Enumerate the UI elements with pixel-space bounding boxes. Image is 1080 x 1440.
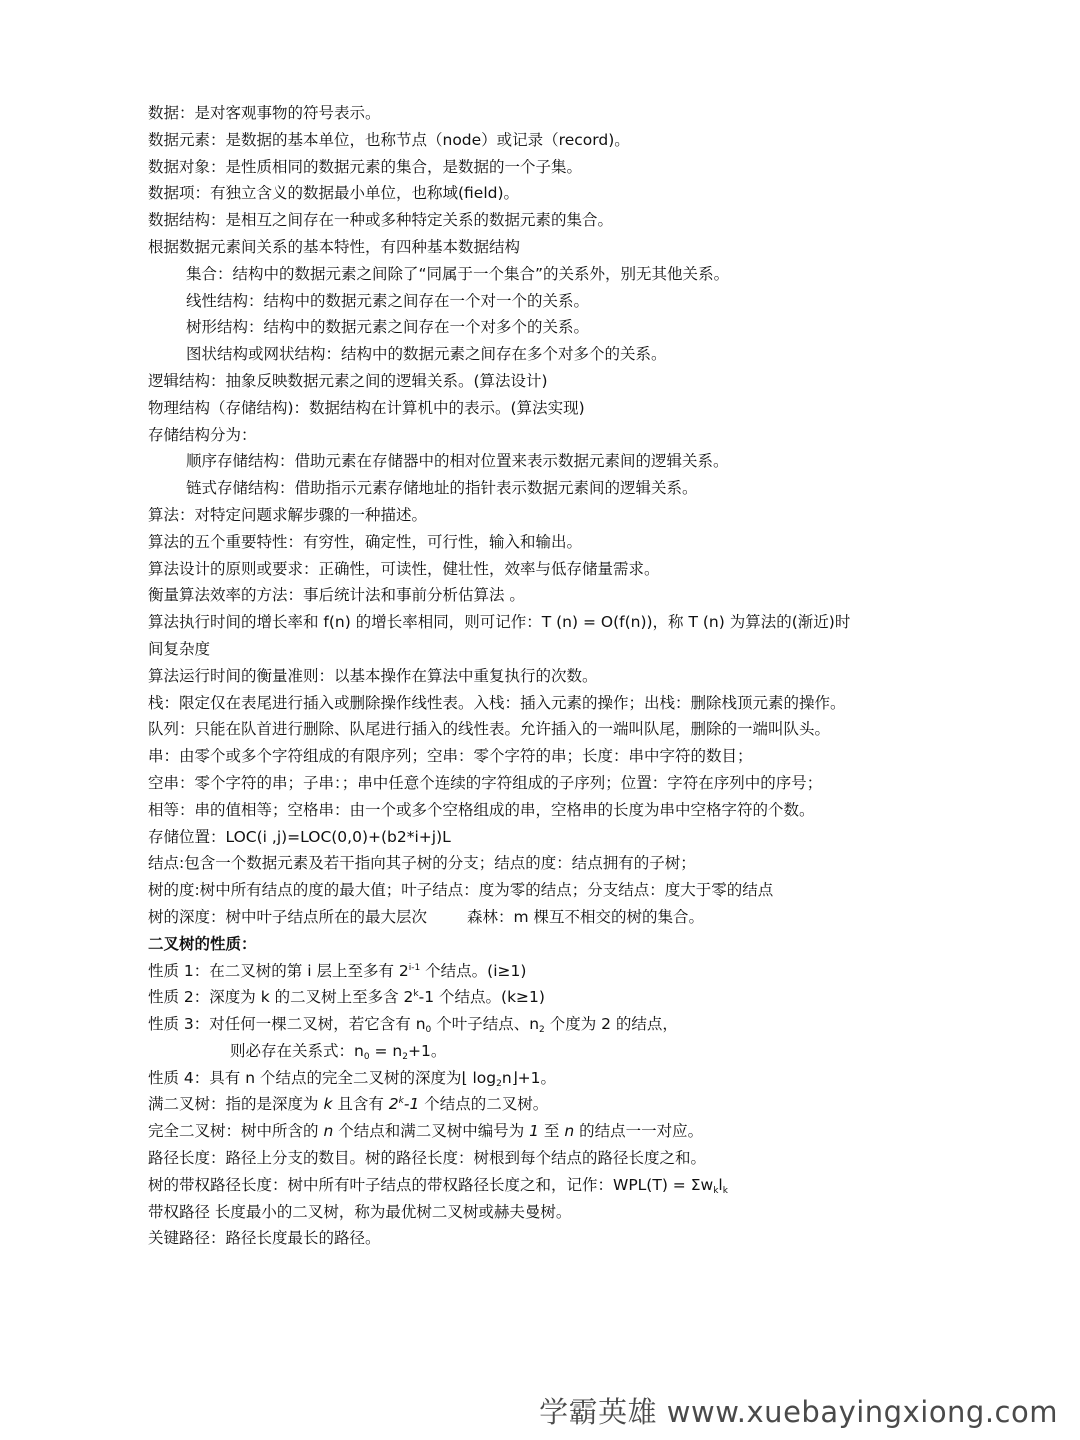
text-line: 路径长度：路径上分支的数目。树的路径长度：树根到每个结点的路径长度之和。	[148, 1149, 707, 1168]
document-body	[148, 100, 948, 1252]
text-line: 数据项：有独立含义的数据最小单位，也称域(field)。	[148, 184, 520, 203]
math-variable: n	[323, 1122, 334, 1141]
text-line: 衡量算法效率的方法：事后统计法和事前分析估算法 。	[148, 586, 525, 605]
text-segment: 性质 1：在二叉树的第 i 层上至多有 2	[148, 961, 409, 980]
text-line: 栈：限定仅在表尾进行插入或删除操作线性表。入栈：插入元素的操作；出栈：删除栈顶元素的操作。	[148, 693, 846, 712]
text-line: 算法执行时间的增长率和 f(n) 的增长率相同，则可记作：T (n) = O(f(n))，称 T (n) 为算法的(渐近)时	[148, 613, 851, 632]
math-variable: 1	[529, 1122, 539, 1141]
text-line: 集合：结构中的数据元素之间除了“同属于一个集合”的关系外，别无其他关系。	[186, 264, 730, 283]
text-line: 算法设计的原则或要求：正确性，可读性，健壮性，效率与低存储量需求。	[148, 559, 660, 578]
superscript: k	[398, 1096, 404, 1107]
text-line: 图状结构或网状结构：结构中的数据元素之间存在多个对多个的关系。	[186, 345, 667, 364]
text-line: 数据：是对客观事物的符号表示。	[148, 104, 381, 122]
text-line: 相等：串的值相等；空格串：由一个或多个空格组成的串，空格串的长度为串中空格字符的个数。	[148, 800, 815, 819]
text-segment: 森林：m 棵互不相交的树的集合。	[467, 907, 705, 926]
math-variable: 2	[388, 1095, 399, 1114]
text-line: 算法运行时间的衡量准则：以基本操作在算法中重复执行的次数。	[148, 666, 598, 685]
text-line: 存储位置：LOC(i ,j)=LOC(0,0)+(b2*i+j)L	[148, 827, 451, 846]
section-heading: 二叉树的性质：	[148, 934, 257, 953]
text-line	[148, 1118, 948, 1145]
text-segment: -1 个结点。(k≥1)	[418, 988, 545, 1007]
text-segment: n⌋+1。	[501, 1068, 557, 1087]
text-segment: 树的深度：树中叶子结点所在的最大层次	[148, 907, 428, 926]
text-line: 链式存储结构：借助指示元素存储地址的指针表示数据元素间的逻辑关系。	[186, 479, 698, 498]
text-segment: 的结点一一对应。	[574, 1122, 704, 1141]
text-segment: 则必存在关系式：n	[230, 1041, 364, 1060]
text-line: 顺序存储结构：借助元素在存储器中的相对位置来表示数据元素间的逻辑关系。	[186, 452, 729, 471]
text-segment: 个度为 2 的结点，	[544, 1015, 678, 1034]
subscript: 2	[539, 1025, 545, 1036]
text-line	[148, 1011, 948, 1038]
text-segment: 完全二叉树：树中所含的	[148, 1122, 324, 1141]
superscript: k	[413, 989, 419, 1000]
superscript: i-1	[408, 962, 421, 973]
text-segment: 且含有	[332, 1095, 389, 1114]
text-segment: l	[718, 1175, 723, 1194]
text-line: 线性结构：结构中的数据元素之间存在一个对一个的关系。	[186, 291, 590, 310]
text-line: 算法：对特定问题求解步骤的一种描述。	[148, 505, 428, 524]
subscript: 2	[402, 1051, 408, 1062]
text-line: 数据结构：是相互之间存在一种或多种特定关系的数据元素的集合。	[148, 211, 614, 230]
text-line: 算法的五个重要特性：有穷性，确定性，可行性，输入和输出。	[148, 532, 583, 551]
text-line: 结点:包含一个数据元素及若干指向其子树的分支；结点的度：结点拥有的子树；	[148, 854, 696, 873]
text-line: 关键路径：路径长度最长的路径。	[148, 1229, 381, 1248]
text-line: 物理结构（存储结构)：数据结构在计算机中的表示。(算法实现)	[148, 398, 585, 417]
text-segment: 性质 2：深度为 k 的二叉树上至多含 2	[148, 988, 414, 1007]
text-line: 逻辑结构：抽象反映数据元素之间的逻辑关系。(算法设计)	[148, 371, 548, 390]
text-segment: 满二叉树：指的是深度为	[148, 1095, 324, 1114]
text-line: 根据数据元素间关系的基本特性，有四种基本数据结构	[148, 237, 521, 256]
text-segment: 树的带权路径长度：树中所有叶子结点的带权路径长度之和，记作：WPL(T) = Σw	[148, 1175, 714, 1194]
math-variable: -1	[403, 1095, 420, 1114]
text-line: 空串：零个字符的串；子串：；串中任意个连续的字符组成的子序列；位置：字符在序列中的序号；	[148, 773, 823, 792]
text-line	[148, 1091, 948, 1118]
text-segment: 个结点和满二叉树中编号为	[333, 1122, 530, 1141]
subscript: 0	[425, 1025, 432, 1036]
text-line: 队列：只能在队首进行删除、队尾进行插入的线性表。允许插入的一端叫队尾，删除的一端叫队头。	[148, 720, 831, 739]
text-line: 带权路径 长度最小的二叉树，称为最优树二叉树或赫夫曼树。	[148, 1202, 572, 1221]
text-line: 数据对象：是性质相同的数据元素的集合，是数据的一个子集。	[148, 157, 583, 176]
text-segment: +1。	[407, 1041, 447, 1060]
text-segment: 个叶子结点、n	[431, 1015, 540, 1034]
text-line	[148, 1038, 948, 1065]
text-line: 数据元素：是数据的基本单位，也称节点（node）或记录（record)。	[148, 130, 630, 149]
text-line: 串：由零个或多个字符组成的有限序列；空串：零个字符的串；长度：串中字符的数目；	[148, 747, 753, 766]
subscript: 2	[496, 1078, 502, 1089]
subscript: 0	[363, 1051, 370, 1062]
subscript: k	[722, 1185, 728, 1196]
text-segment: = n	[369, 1041, 403, 1060]
text-line	[148, 1065, 948, 1092]
watermark: 学霸英雄 www.xuebayingxiong.com	[539, 1395, 1058, 1429]
text-line: 树的度:树中所有结点的度的最大值；叶子结点：度为零的结点；分支结点：度大于零的结点	[148, 881, 774, 900]
text-segment: 性质 3：对任何一棵二叉树，若它含有 n	[148, 1015, 426, 1034]
subscript: k	[713, 1185, 719, 1196]
text-line: 间复杂度	[148, 639, 211, 658]
text-segment: 个结点。(i≥1)	[420, 961, 527, 980]
text-segment: 性质 4：具有 n 个结点的完全二叉树的深度为⌊ log	[148, 1068, 497, 1087]
text-line: 树形结构：结构中的数据元素之间存在一个对多个的关系。	[186, 318, 590, 337]
math-variable: n	[564, 1122, 575, 1141]
text-segment: 至	[539, 1122, 565, 1141]
text-line	[148, 1172, 948, 1199]
math-variable: k	[323, 1095, 333, 1114]
text-line	[148, 958, 948, 985]
text-line	[148, 904, 948, 931]
text-segment: 个结点的二叉树。	[419, 1095, 549, 1114]
text-line: 存储结构分为：	[148, 425, 257, 444]
text-line	[148, 984, 948, 1011]
